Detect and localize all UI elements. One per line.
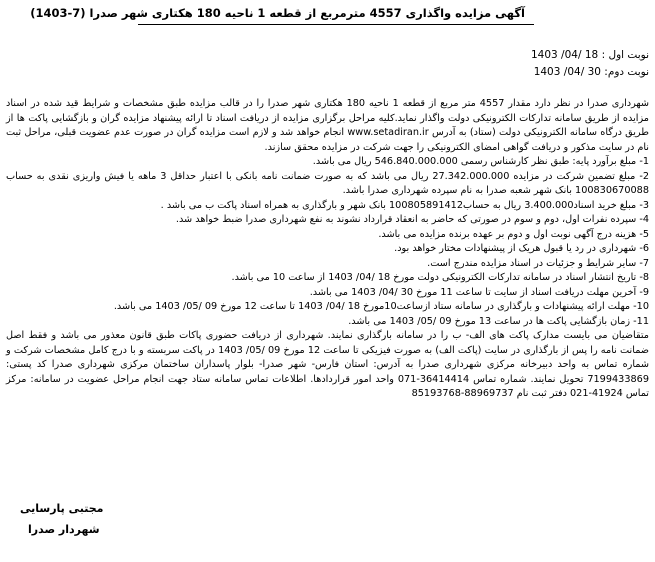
condition-item: 10- مهلت ارائه پیشنهادات و بارگذاری در سامانه ستاد ازساعت10مورخ 18 /04/ 1403 تا ساعت 12 مورخ 09 /05/ 1403 می باشد. (113, 301, 649, 312)
notice-title: آگهی مزایده واگذاری 4557 مترمربع از قطعه 1 ناحیه 180 هکتاری شهر صدرا (7-1403) (30, 6, 525, 20)
first-publication-date: نوبت اول : 18 /04/ 1403 (530, 49, 649, 61)
condition-item: 8- تاریخ انتشار اسناد در سامانه تدارکات الکترونیکی دولت مورخ 18 /04/ 1403 از ساعت 10 می باشد. (231, 272, 649, 283)
condition-item: 5- هزینه درج آگهی نوبت اول و دوم بر عهده برنده مزایده می باشد. (378, 228, 649, 240)
second-publication-date: نوبت دوم: 30 /04/ 1403 (533, 66, 649, 78)
condition-item: 9- آخرین مهلت دریافت اسناد از سایت تا ساعت 11 مورخ 30 /04/ 1403 می باشد. (309, 286, 649, 298)
condition-item: 4- سپرده نفرات اول، دوم و سوم در صورتی که حاضر به انعقاد قرارداد نشوند به نفع شهرداری صدرا ضبط خواهد شد. (175, 214, 649, 225)
closing-paragraph: متقاضیان می بایست مدارک پاکت های الف- ب را در سامانه بارگذاری نمایند. شهرداری از دریافت حضوری پاکات طبق قانون معذور می باشد و فقط اصل ضمانت نامه را پس از بارگذاری در سایت (پاکت الف) به صورت فیزیکی تا ساعت 12 مورخ 09 /05/ 1403 در پاکت سربسته و با درج کامل مشخصات شرکت و شماره تماس به واحد دبیرخانه مرکزی شهرداری صدرا به آدرس: استان فارس- شهر صدرا- بلوار پاسداران ساختمان مرکزی شهرداری صدرا کد پستی: 7199433869 تحویل نمایند. شماره تماس 36414414-071 واحد امور قراردادها. اطلاعات تماس سامانه ستاد جهت انجام مراحل عضویت در سامانه: مرکز تماس 41924-021 دفتر ثبت نام 88969737-85193768 (6, 330, 650, 399)
signatory-role: شهردار صدرا (28, 523, 100, 536)
condition-item: 3- مبلغ خرید اسناد3.400.000 ریال به حساب100805891412 بانک شهر و بارگذاری به همراه اسناد پاکت ب می باشد . (160, 199, 649, 211)
title-underline (138, 24, 534, 25)
signatory-name: مجتبی پارسایی (20, 502, 104, 515)
condition-item: 1- مبلغ برآورد پایه: طبق نظر کارشناس رسمی 546.840.000.000 ریال می باشد. (312, 156, 649, 167)
condition-item: 11- زمان بازگشایی پاکت ها در ساعت 13 مورخ 09 /05/ 1403 می باشد. (348, 315, 649, 327)
condition-item: 2- مبلغ تضمین شرکت در مزایده 27.342.000.000 ریال می باشد که به صورت ضمانت نامه بانکی با اعتبار حداقل 3 ماهه یا فیش واریزی نقدی به حساب 100830670088 بانک شهر شعبه صدرا به نام سپرده شهرداری صدرا باشد. (6, 170, 649, 196)
intro-paragraph: شهرداری صدرا در نظر دارد مقدار 4557 متر مربع از قطعه 1 ناحیه 180 هکتاری شهر صدرا را در قالب مزایده طبق مشخصات و شرایط قید شده در اسناد مزایده از طریق سامانه تدارکات الکترونیکی دولت واگذار نماید.کلیه مراحل برگزاری مزایده از دریافت اسناد تا ارائه پیشنهاد مزایده گران و بازگشایی پاکت ها از طریق درگاه سامانه الکترونیکی دولت (ستاد) به آدرس www.setadiran.ir انجام خواهد شد و لازم است مزایده گران در صورت عدم عضویت قبلی، مراحل ثبت نام در سایت مذکور و دریافت گواهی امضای الکترونیکی را جهت شرکت در مزایده محقق سازند. (6, 98, 649, 153)
condition-item: 7- سایر شرایط و جزئیات در اسناد مزایده مندرج است. (427, 257, 649, 269)
condition-item: 6- شهرداری در رد یا قبول هریک از پیشنهادات مختار خواهد بود. (394, 243, 649, 254)
notice-body (6, 97, 649, 402)
